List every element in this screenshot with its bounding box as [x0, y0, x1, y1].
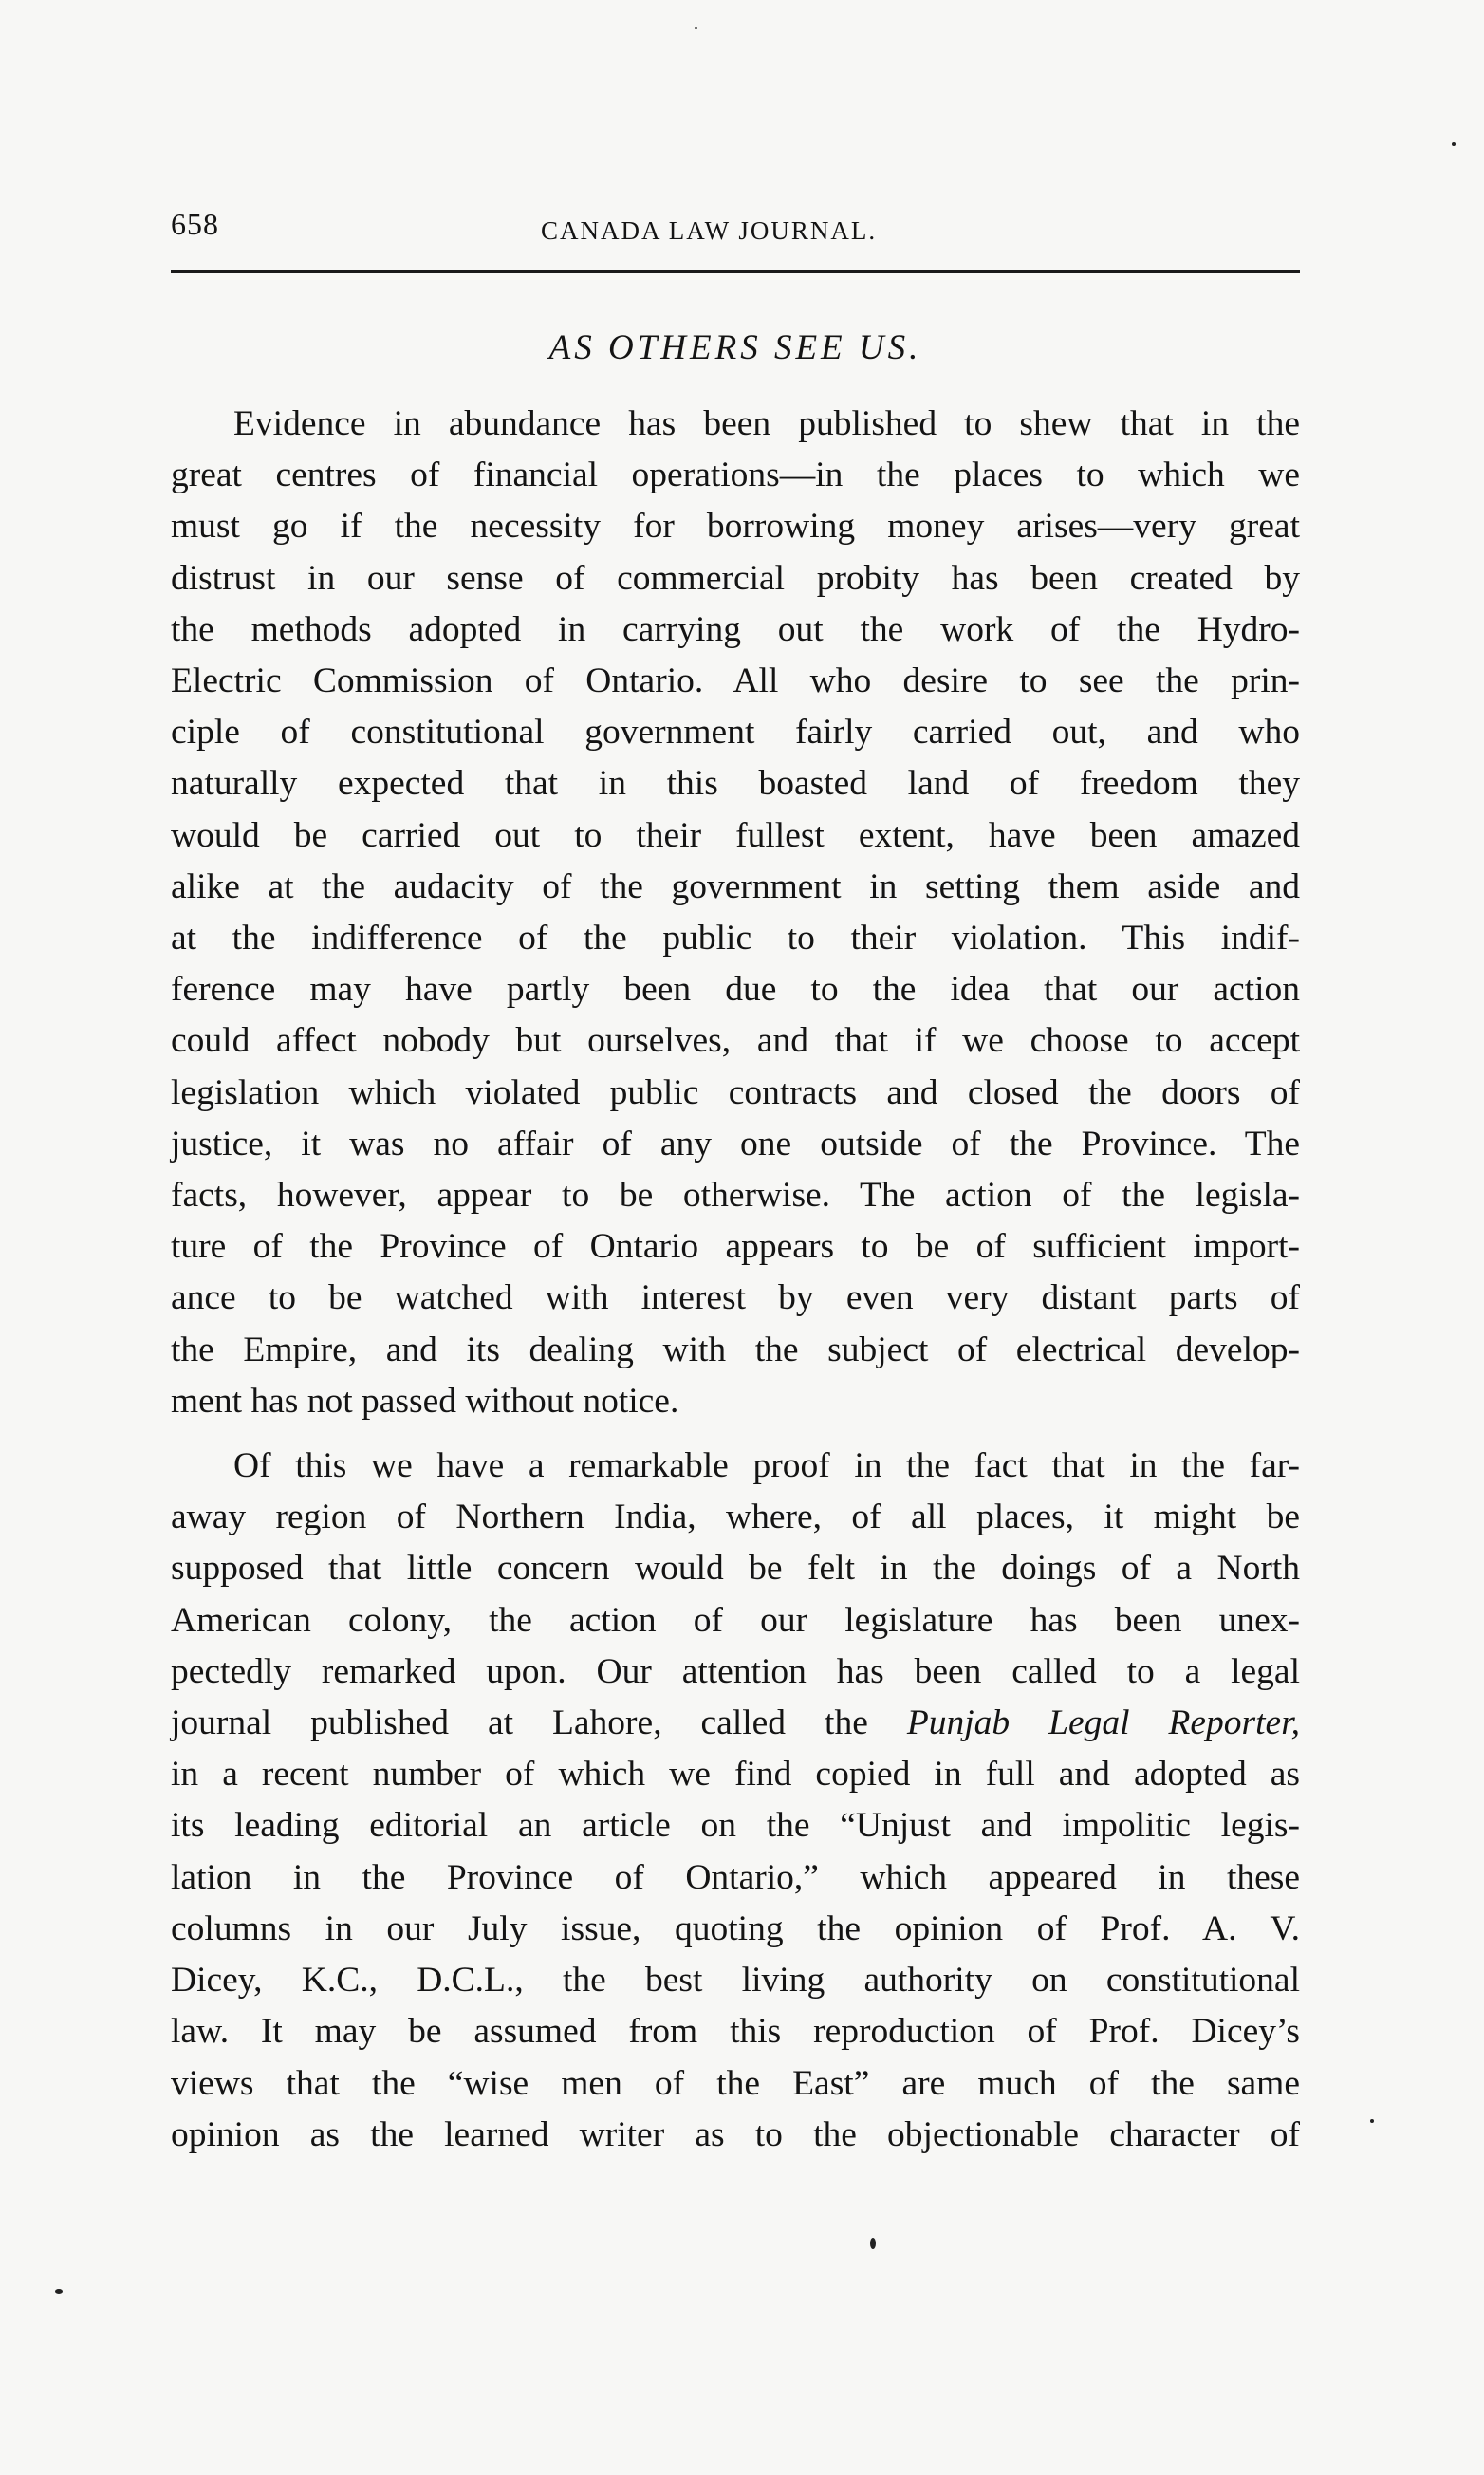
- text-line: pectedly remarked upon. Our attention has been called to a legal: [171, 1651, 1300, 1691]
- scan-speck: [695, 27, 697, 29]
- text-line: legislation which violated public contracts and closed the doors of: [171, 1072, 1300, 1112]
- scan-speck: [1370, 2119, 1374, 2123]
- text-line: alike at the audacity of the government in setting them aside and: [171, 866, 1300, 906]
- text-line: would be carried out to their fullest extent, have been amazed: [171, 815, 1300, 855]
- text-line: American colony, the action of our legislature has been unex-: [171, 1600, 1300, 1640]
- text-line: must go if the necessity for borrowing money arises—very great: [171, 507, 1300, 547]
- text-line: Evidence in abundance has been published to shew that in the: [233, 404, 1300, 443]
- text-line: columns in our July issue, quoting the opinion of Prof. A. V.: [171, 1908, 1300, 1948]
- page-number: 658: [171, 207, 219, 241]
- text-line: ance to be watched with interest by even very distant parts of: [171, 1278, 1300, 1318]
- scan-speck: [55, 2289, 63, 2294]
- running-head: CANADA LAW JOURNAL.: [541, 216, 878, 245]
- text-line: lation in the Province of Ontario,” which appeared in these: [171, 1857, 1300, 1897]
- page-header: [171, 207, 1300, 264]
- text-line: ture of the Province of Ontario appears to be of sufficient import-: [171, 1227, 1300, 1267]
- paragraph-2: [171, 1441, 1300, 2161]
- text-fragment: journal published at Lahore, called the: [171, 1703, 907, 1743]
- text-line: the methods adopted in carrying out the work of the Hydro-: [171, 609, 1300, 649]
- text-line: ference may have partly been due to the idea that our action: [171, 970, 1300, 1010]
- article-body: [171, 399, 1300, 2174]
- paragraph-1: [171, 399, 1300, 1427]
- scan-speck: [870, 2238, 876, 2249]
- text-line: Electric Commission of Ontario. All who desire to see the prin-: [171, 661, 1300, 701]
- text-line: law. It may be assumed from this reproduction of Prof. Dicey’s: [171, 2012, 1300, 2052]
- journal-title: Punjab Legal Reporter,: [906, 1703, 1301, 1743]
- text-line: naturally expected that in this boasted land of freedom they: [171, 764, 1300, 804]
- text-line: opinion as the learned writer as to the objectionable character of: [171, 2114, 1300, 2154]
- text-line: great centres of financial operations—in the places to which we: [171, 456, 1300, 495]
- text-line: supposed that little concern would be felt in the doings of a North: [171, 1549, 1300, 1589]
- header-rule: [171, 270, 1300, 273]
- text-line: could affect nobody but ourselves, and that if we choose to accept: [171, 1021, 1300, 1061]
- text-line: away region of Northern India, where, of all places, it might be: [171, 1498, 1300, 1537]
- text-line-with-title: [171, 1698, 1300, 1749]
- text-line: facts, however, appear to be otherwise. The action of the legisla-: [171, 1176, 1300, 1216]
- text-line: ciple of constitutional government fairly carried out, and who: [171, 713, 1300, 753]
- text-line: justice, it was no affair of any one outside of the Province. The: [171, 1124, 1300, 1163]
- text-line: ment has not passed without notice.: [171, 1381, 679, 1421]
- text-line: its leading editorial an article on the “Unjust and impolitic legis-: [171, 1806, 1300, 1846]
- text-line: in a recent number of which we find copied in full and adopted as: [171, 1755, 1300, 1795]
- text-line: Dicey, K.C., D.C.L., the best living authority on constitutional: [171, 1961, 1300, 2000]
- article-title: AS OTHERS SEE US.: [548, 328, 922, 367]
- text-line: the Empire, and its dealing with the subject of electrical develop-: [171, 1330, 1300, 1369]
- text-line: distrust in our sense of commercial probity has been created by: [171, 558, 1300, 598]
- text-line: at the indifference of the public to their violation. This indif-: [171, 919, 1300, 958]
- scan-speck: [1452, 142, 1456, 146]
- text-line: views that the “wise men of the East” are much of the same: [171, 2063, 1300, 2103]
- text-line: Of this we have a remarkable proof in the fact that in the far-: [233, 1446, 1300, 1486]
